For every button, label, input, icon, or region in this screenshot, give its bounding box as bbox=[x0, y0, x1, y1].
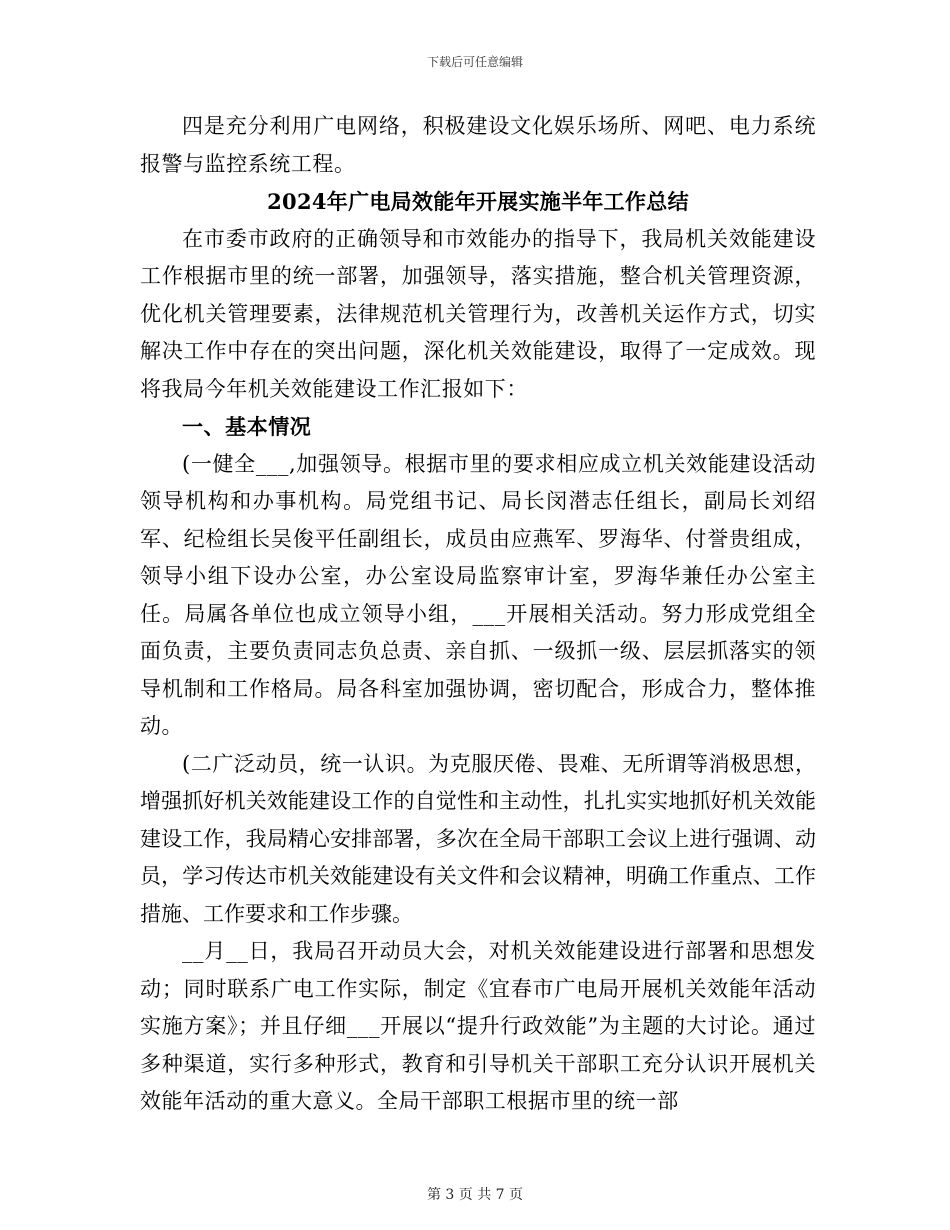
page-footer-indicator: 第 3 页 共 7 页 bbox=[426, 1187, 524, 1203]
page-header-note: 下载后可任意编辑 bbox=[426, 55, 523, 69]
document-body bbox=[140, 108, 816, 1121]
section-heading-basic-situation: 一、基本情况 bbox=[182, 414, 312, 439]
document-title: 2024年广电局效能年开展实施半年工作总结 bbox=[267, 189, 689, 214]
paragraph-4: __月__日，我局召开动员大会，对机关效能建设进行部署和思想发动；同时联系广电工作实际，制定《宜春市广电局开展机关效能年活动实施方案》；并且仔细___开展以“提升行政效能”为主题的大讨论。通过多种渠道，实行多种形式，教育和引导机关干部职工充分认识开展机关效能年活动的重大意义。全局干部职工根据市里的统一部 bbox=[140, 939, 816, 1113]
paragraph-3: (二广泛动员，统一认识。为克服厌倦、畏难、无所谓等消极思想，增强抓好机关效能建设工作的自觉性和主动性，扎扎实实地抓好机关效能建设工作，我局精心安排部署，多次在全局干部职工会议上进行强调、动员，学习传达市机关效能建设有关文件和会议精神，明确工作重点、工作措施、工作要求和工作步骤。 bbox=[140, 751, 816, 926]
intro-paragraph: 四是充分利用广电网络，积极建设文化娱乐场所、网吧、电力系统报警与监控系统工程。 bbox=[140, 114, 816, 176]
paragraph-1: 在市委市政府的正确领导和市效能办的指导下，我局机关效能建设工作根据市里的统一部署，加强领导，落实措施，整合机关管理资源，优化机关管理要素，法律规范机关管理行为，改善机关运作方式，切实解决工作中存在的突出问题，深化机关效能建设，取得了一定成效。现将我局今年机关效能建设工作汇报如下： bbox=[140, 226, 816, 401]
paragraph-2: (一健全___,加强领导。根据市里的要求相应成立机关效能建设活动领导机构和办事机构。局党组书记、局长闵潜志任组长，副局长刘绍军、纪检组长吴俊平任副组长，成员由应燕军、罗海华、付誉贵组成，领导小组下设办公室，办公室设局监察审计室，罗海华兼任办公室主任。局属各单位也成立领导小组，___开展相关活动。努力形成党组全面负责，主要负责同志负总责、亲自抓、一级抓一级、层层抓落实的领导机制和工作格局。局各科室加强协调，密切配合，形成合力，整体推动。 bbox=[140, 451, 816, 738]
